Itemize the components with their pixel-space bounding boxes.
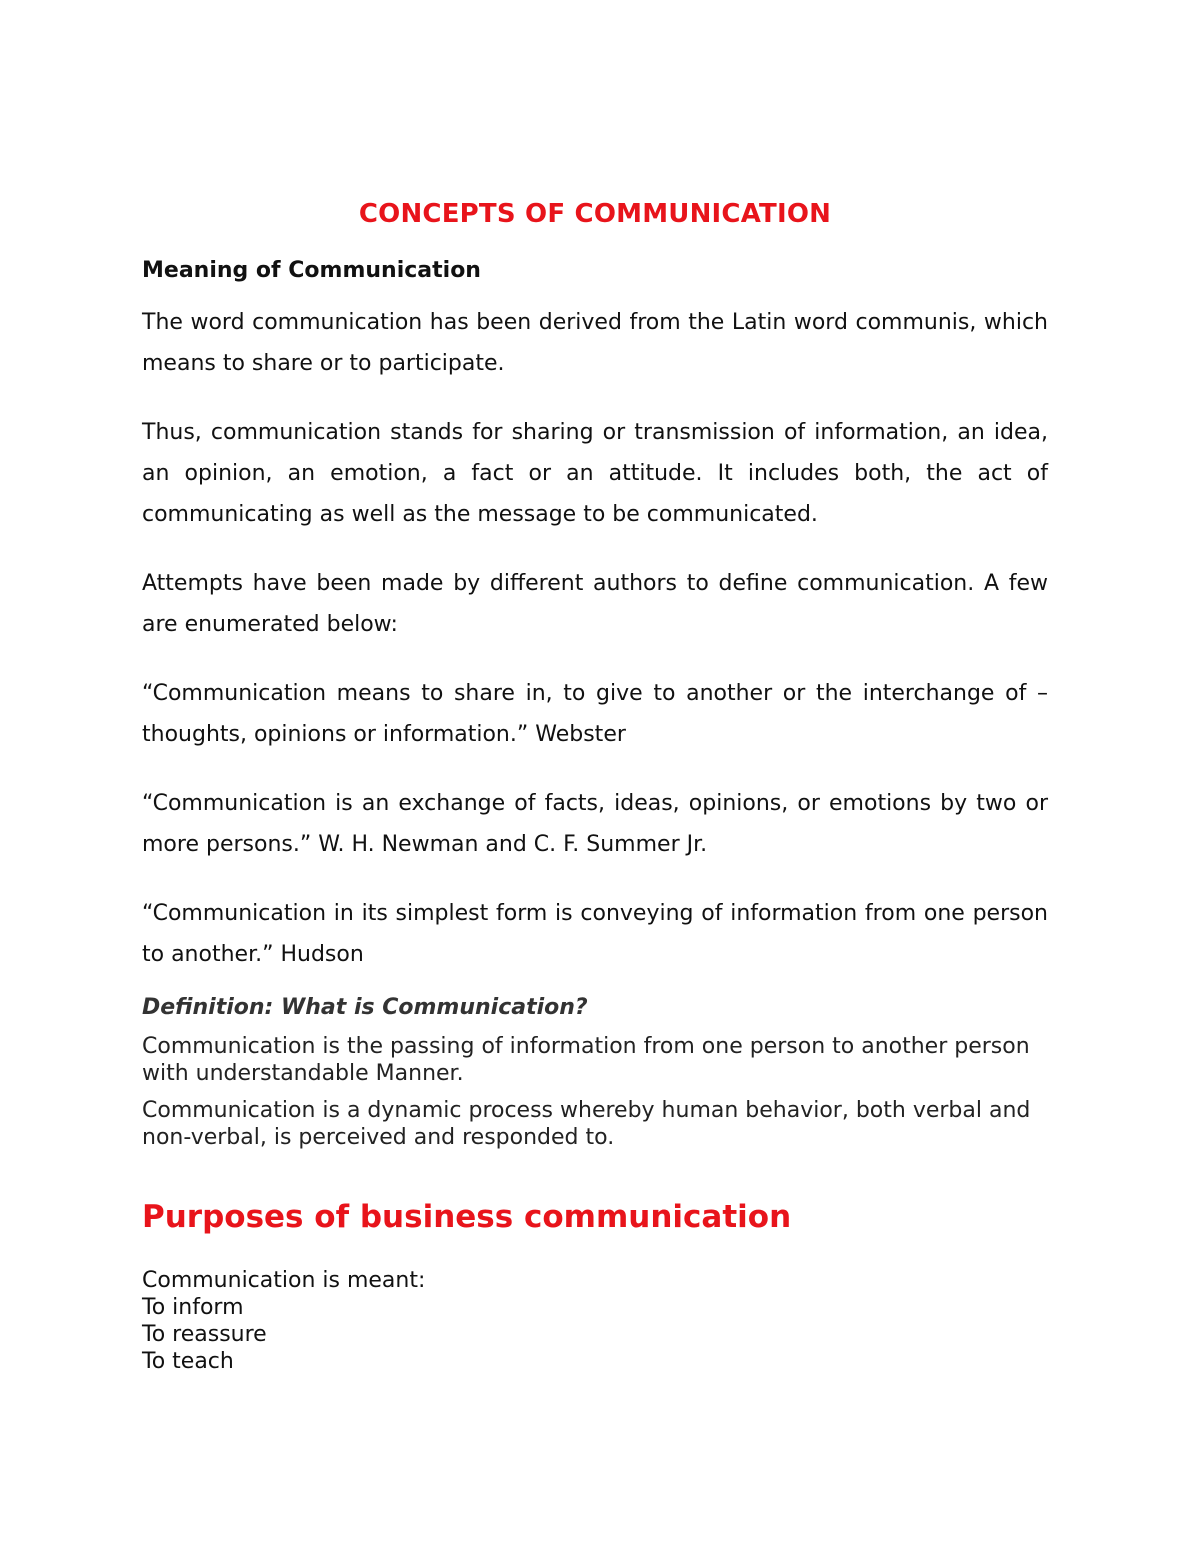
purposes-list <box>142 1267 1048 1375</box>
quote-webster: “Communication means to share in, to give to another or the interchange of – thoughts, opinions or information.” Webster <box>142 681 1048 747</box>
meaning-heading: Meaning of Communication <box>142 258 481 283</box>
purpose-item: To inform <box>142 1295 244 1320</box>
definition-item: Communication is the passing of information from one person to another person with understandable Manner. <box>142 1034 1030 1086</box>
paragraph-attempts: Attempts have been made by different authors to define communication. A few are enumerated below: <box>142 571 1048 637</box>
purposes-heading: Purposes of business communication <box>142 1199 792 1235</box>
paragraph-derivation: The word communication has been derived from the Latin word communis, which means to share or to participate. <box>142 310 1048 376</box>
definition-item: Communication is a dynamic process whereby human behavior, both verbal and non-verbal, is perceived and responded to. <box>142 1098 1031 1150</box>
purposes-intro: Communication is meant: <box>142 1268 426 1293</box>
document-title: CONCEPTS OF COMMUNICATION <box>358 199 832 229</box>
document-page <box>142 196 1048 1375</box>
purpose-item: To reassure <box>142 1322 267 1347</box>
definition-heading: Definition: What is Communication? <box>142 995 588 1020</box>
quote-newman: “Communication is an exchange of facts, ideas, opinions, or emotions by two or more persons.” W. H. Newman and C. F. Summer Jr. <box>142 791 1048 857</box>
purpose-item: To teach <box>142 1349 234 1374</box>
quote-hudson: “Communication in its simplest form is conveying of information from one person to another.” Hudson <box>142 901 1048 967</box>
paragraph-thus: Thus, communication stands for sharing or transmission of information, an idea, an opinion, an emotion, a fact or an attitude. It includes both, the act of communicating as well as the message to be communicated. <box>142 420 1048 527</box>
